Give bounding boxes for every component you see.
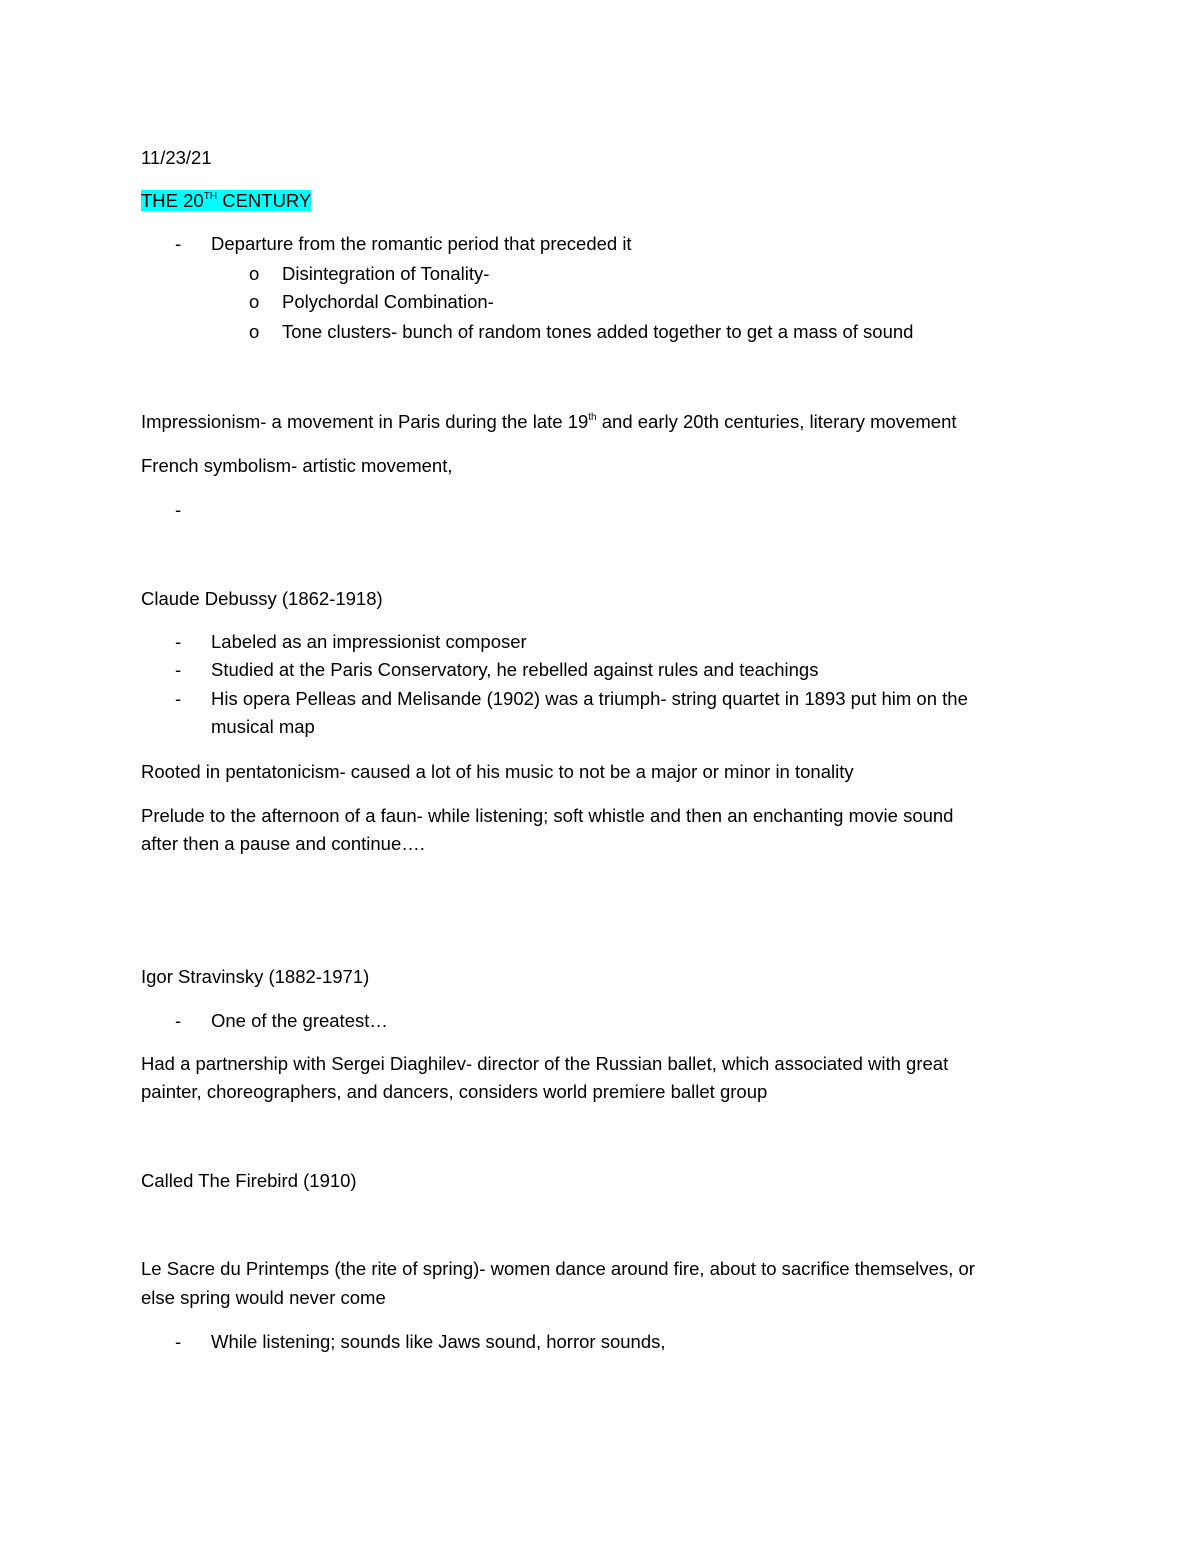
sub-bullet-marker: o bbox=[249, 263, 260, 284]
symbolism-line: French symbolism- artistic movement, bbox=[141, 455, 453, 476]
heading-superscript: TH bbox=[203, 191, 218, 202]
dash-marker: - bbox=[175, 631, 182, 652]
stravinsky-partnership-line2: painter, choreographers, and dancers, considers world premiere ballet group bbox=[141, 1081, 768, 1102]
empty-dash-bullet: - bbox=[175, 499, 182, 520]
debussy-prelude-line1: Prelude to the afternoon of a faun- while listening; soft whistle and then an enchanting movie sound bbox=[141, 805, 954, 826]
dash-marker: - bbox=[175, 233, 182, 254]
impressionism-line bbox=[141, 410, 957, 434]
debussy-rooted-line: Rooted in pentatonicism- caused a lot of his music to not be a major or minor in tonality bbox=[141, 761, 854, 782]
stravinsky-firebird-line: Called The Firebird (1910) bbox=[141, 1170, 357, 1191]
impressionism-superscript: th bbox=[588, 412, 597, 423]
heading-highlight bbox=[141, 190, 311, 211]
debussy-bullet-opera: His opera Pelleas and Melisande (1902) was a triumph- string quartet in 1893 put him on the bbox=[211, 688, 968, 709]
debussy-bullet-opera-cont: musical map bbox=[211, 716, 315, 737]
stravinsky-bullet-greatest: One of the greatest… bbox=[211, 1010, 388, 1031]
stravinsky-partnership-line1: Had a partnership with Sergei Diaghilev- director of the Russian ballet, which associated with great bbox=[141, 1053, 949, 1074]
impressionism-text: Impressionism- a movement in Paris during the late 19 bbox=[141, 411, 589, 432]
debussy-bullet-impressionist: Labeled as an impressionist composer bbox=[211, 631, 527, 652]
debussy-title: Claude Debussy (1862-1918) bbox=[141, 588, 383, 609]
heading-text: THE 20 bbox=[141, 190, 204, 211]
sub-bullet-marker: o bbox=[249, 321, 260, 342]
stravinsky-title: Igor Stravinsky (1882-1971) bbox=[141, 966, 370, 987]
debussy-bullet-conservatory: Studied at the Paris Conservatory, he rebelled against rules and teachings bbox=[211, 659, 819, 680]
dash-marker: - bbox=[175, 659, 182, 680]
section-heading bbox=[141, 189, 311, 213]
sub-bullet-polychordal: Polychordal Combination- bbox=[282, 291, 494, 312]
debussy-prelude-line2: after then a pause and continue…. bbox=[141, 833, 425, 854]
dash-marker: - bbox=[175, 688, 182, 709]
stravinsky-sacre-line2: else spring would never come bbox=[141, 1287, 386, 1308]
stravinsky-sacre-line1: Le Sacre du Printemps (the rite of spring)- women dance around fire, about to sacrifice themselves, or bbox=[141, 1258, 975, 1279]
sub-bullet-tonality: Disintegration of Tonality- bbox=[282, 263, 490, 284]
sub-bullet-tone-clusters: Tone clusters- bunch of random tones added together to get a mass of sound bbox=[282, 321, 914, 342]
heading-text-end: CENTURY bbox=[217, 190, 312, 211]
dash-marker: - bbox=[175, 1331, 182, 1352]
stravinsky-bullet-listening: While listening; sounds like Jaws sound, horror sounds, bbox=[211, 1331, 666, 1352]
dash-marker: - bbox=[175, 1010, 182, 1031]
sub-bullet-marker: o bbox=[249, 291, 260, 312]
bullet-departure: Departure from the romantic period that preceded it bbox=[211, 233, 632, 254]
impressionism-text-end: and early 20th centuries, literary movement bbox=[596, 411, 957, 432]
date-line: 11/23/21 bbox=[141, 147, 212, 168]
